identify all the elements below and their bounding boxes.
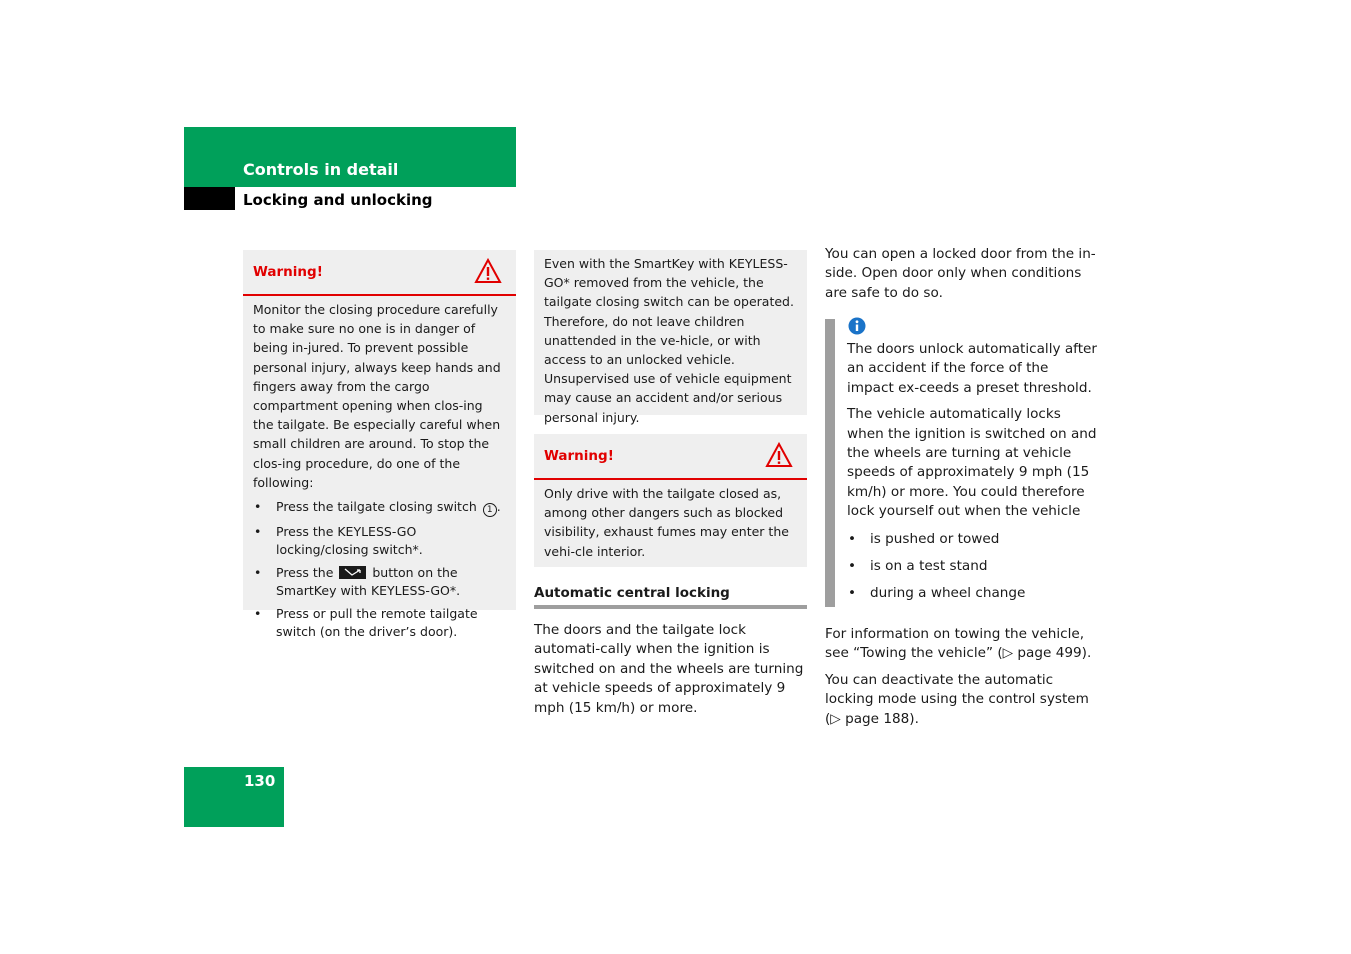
warning-header [243,250,516,296]
section-rule [534,605,807,609]
condition-list [847,529,1099,603]
warning-box-left [243,250,516,639]
warning-header [534,434,807,480]
list-item: • Press or pull the remote tailgate switch (on the driver’s door). [253,605,507,640]
warning-box-mid [534,434,807,567]
chapter-title: Controls in detail [243,160,399,179]
list-item-text: button on the SmartKey with KEYLESS-GO*. [276,565,461,598]
info-note-body [847,340,1099,603]
list-item-text: . [496,499,501,515]
tailgate-button-icon [339,566,366,579]
paragraph: You can open a locked door from the in-side. Open door only when conditions are safe to do so. [825,246,1096,301]
warning-body: Only drive with the tailgate closed as, among other dangers such as blocked visibility, exhaust fumes may enter the vehi-cle interior. [544,486,789,559]
intro-text [825,245,1097,310]
section-heading: Automatic central locking [534,585,730,601]
list-item [253,498,507,517]
paragraph: For information on towing the vehicle, see “Towing the vehicle” (▷ page 499). [825,626,1092,662]
warning-title: Warning! [253,264,323,280]
paragraph: The vehicle automatically locks when the ignition is switched on and the wheels are turning at vehicle speeds of approximately 9 mph (15 km/h) or more. You could therefore lock yourself out when the vehicle [847,406,1097,520]
info-icon [848,317,866,335]
towing-text [825,625,1097,736]
auto-locking-body [534,621,807,725]
paragraph: You can deactivate the automatic locking mode using the control system (▷ page 188). [825,671,1089,727]
list-item: • Press the KEYLESS-GO locking/closing switch*. [253,523,507,558]
warning-body [253,300,507,640]
list-item: • is pushed or towed [847,529,1099,549]
list-item-text: Press the tailgate closing switch [276,499,477,515]
paragraph: The doors and the tailgate lock automati-cally when the ignition is switched on and the wheels are turning at vehicle speeds of approximately 9 mph (15 km/h) or more. [534,622,804,716]
note-bar [825,319,835,607]
note-box-keyless [534,250,807,425]
warning-action-list [253,498,507,640]
list-item: • is on a test stand [847,556,1099,576]
section-marker [184,187,235,210]
page-number: 130 [244,772,276,790]
warning-paragraph: Monitor the closing procedure carefully to make sure no one is in danger of being in-jured. To prevent possible personal injury, always keep hands and fingers away from the cargo compartment opening when clos-ing the tailgate. Be especially careful when small children are around. To stop the clos-ing procedure, do one of the following: [253,302,501,490]
note-body: Even with the SmartKey with KEYLESS-GO* removed from the vehicle, the tailgate closing switch can be operated. Therefore, do not leave children unattended in the ve-hicle, or with access to an unlocked vehicle. Unsupervised use of vehicle equipment may cause an accident and/or serious personal injury. [544,256,794,425]
section-title: Locking and unlocking [243,191,433,209]
callout-1-icon: 1 [483,503,497,517]
warning-triangle-icon [765,442,793,468]
warning-triangle-icon [474,258,502,284]
paragraph: The doors unlock automatically after an accident if the force of the impact ex-ceeds a preset threshold. [847,341,1098,396]
list-item [253,564,507,599]
warning-title: Warning! [544,448,614,464]
list-item: • during a wheel change [847,583,1099,603]
list-item-text: Press the [276,565,334,581]
